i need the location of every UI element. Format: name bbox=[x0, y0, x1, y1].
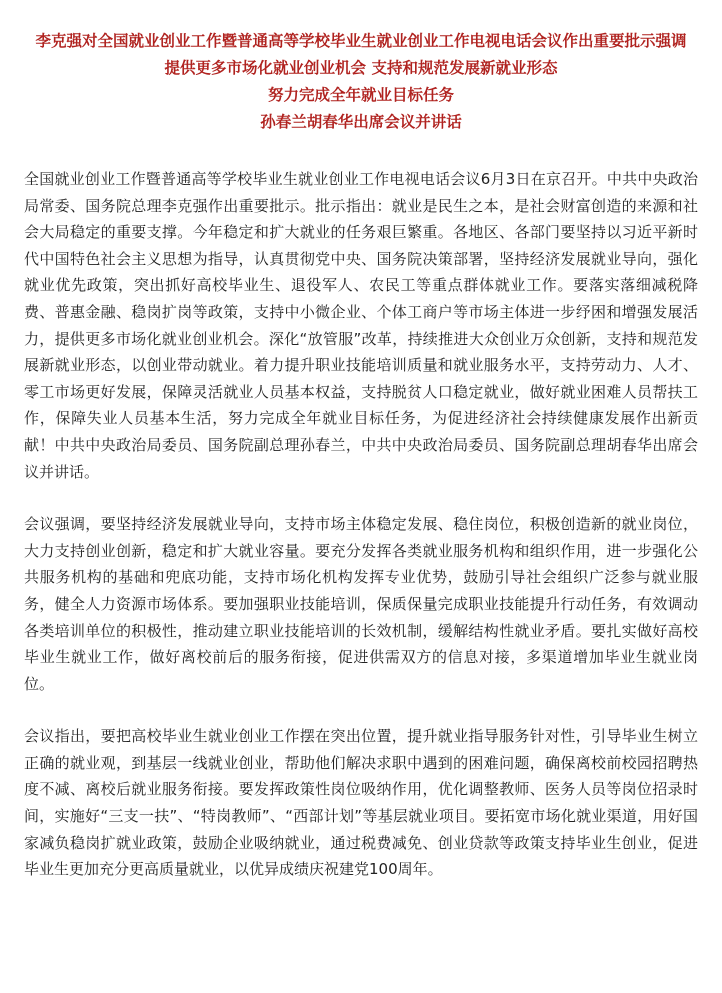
body-paragraph-2: 会议强调，要坚持经济发展就业导向，支持市场主体稳定发展、稳住岗位，积极创造新的就业岗位，大力支持创业创新，稳定和扩大就业容量。要充分发挥各类就业服务机构和组织作用，进一步强化公共服务机构的基础和兜底功能，支持市场化机构发挥专业优势，鼓励引导社会组织广泛参与就业服务，健全人力资源市场体系。要加强职业技能培训，保质保量完成职业技能提升行动任务，有效调动各类培训单位的积极性，推动建立职业技能培训的长效机制，缓解结构性就业矛盾。要扎实做好高校毕业生就业工作，做好离校前后的服务衔接，促进供需双方的信息对接，多渠道增加毕业生就业岗位。 bbox=[24, 515, 698, 693]
headline-line-2: 提供更多市场化就业创业机会 支持和规范发展新就业形态 bbox=[164, 59, 558, 77]
headline bbox=[24, 28, 698, 136]
headline-line-4: 孙春兰胡春华出席会议并讲话 bbox=[260, 113, 462, 131]
body-paragraph-3: 会议指出，要把高校毕业生就业创业工作摆在突出位置，提升就业指导服务针对性，引导毕业生树立正确的就业观，到基层一线就业创业，帮助他们解决求职中遇到的困难问题，确保离校前校园招聘热度不减、离校后就业服务衔接。要发挥政策性岗位吸纳作用，优化调整教师、医务人员等岗位招录时间，实施好“三支一扶”、“特岗教师”、“西部计划”等基层就业项目。要拓宽市场化就业渠道，用好国家减负稳岗扩就业政策，鼓励企业吸纳就业，通过税费减免、创业贷款等政策支持毕业生创业，促进毕业生更加充分更高质量就业，以优异成绩庆祝建党100周年。 bbox=[24, 727, 698, 879]
headline-line-3: 努力完成全年就业目标任务 bbox=[267, 86, 454, 104]
body-paragraph-1: 全国就业创业工作暨普通高等学校毕业生就业创业工作电视电话会议6月3日在京召开。中共中央政治局常委、国务院总理李克强作出重要批示。批示指出：就业是民生之本，是社会财富创造的来源和社会大局稳定的重要支撑。今年稳定和扩大就业的任务艰巨繁重。各地区、各部门要坚持以习近平新时代中国特色社会主义思想为指导，认真贯彻党中央、国务院决策部署，坚持经济发展就业导向，强化就业优先政策，突出抓好高校毕业生、退役军人、农民工等重点群体就业工作。要落实落细减税降费、普惠金融、稳岗扩岗等政策，支持中小微企业、个体工商户等市场主体进一步纾困和增强发展活力，提供更多市场化就业创业机会。深化“放管服”改革，持续推进大众创业万众创新，支持和规范发展新就业形态，以创业带动就业。着力提升职业技能培训质量和就业服务水平，支持劳动力、人才、零工市场更好发展，保障灵活就业人员基本权益，支持脱贫人口稳定就业，做好就业困难人员帮扶工作，保障失业人员基本生活，努力完成全年就业目标任务，为促进经济社会持续健康发展作出新贡献！中共中央政治局委员、国务院副总理孙春兰，中共中央政治局委员、国务院副总理胡春华出席会议并讲话。 bbox=[24, 170, 698, 481]
headline-line-1: 李克强对全国就业创业工作暨普通高等学校毕业生就业创业工作电视电话会议作出重要批示强调 bbox=[35, 32, 687, 50]
